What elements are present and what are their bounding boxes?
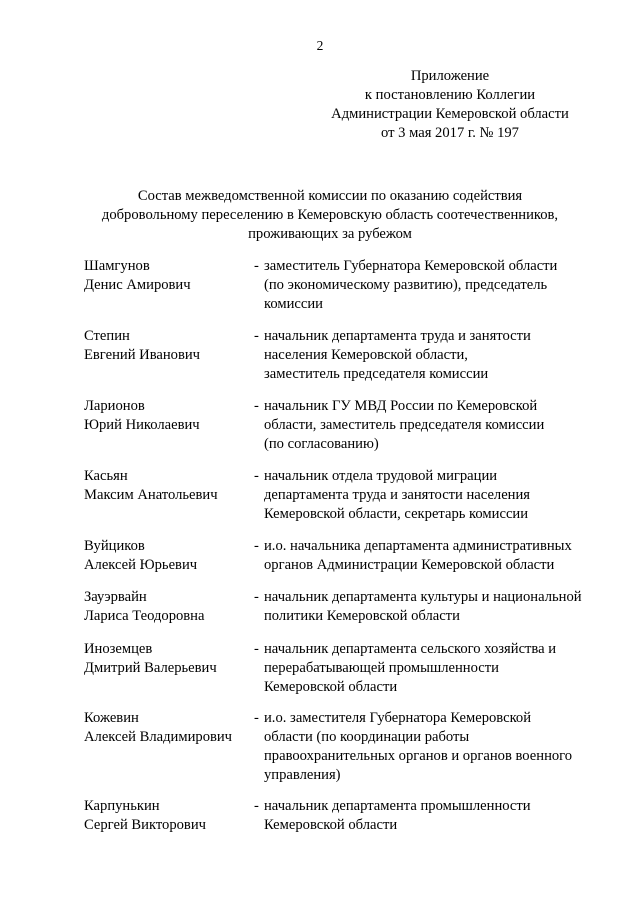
role-text: начальник отдела трудовой миграции (264, 468, 498, 484)
member-given-name: Максим Анатольевич (84, 487, 218, 503)
dash: - (254, 468, 259, 484)
appendix-line: к постановлению Коллегии (364, 87, 536, 103)
role-line: Кемеровской области, секретарь комиссии (264, 506, 529, 522)
member-surname: Ларионов (84, 398, 145, 414)
member-given-name: Лариса Теодоровна (84, 608, 205, 624)
role-line: Кемеровской области (264, 817, 398, 833)
role-text: начальник департамента труда и занятости (264, 328, 531, 344)
member-surname: Кожевин (84, 710, 139, 726)
dash: - (254, 589, 259, 605)
role-text: начальник ГУ МВД России по Кемеровской (264, 398, 538, 414)
member-surname: Касьян (84, 468, 128, 484)
member-given-name: Алексей Владимирович (84, 729, 233, 745)
role-line: комиссии (264, 296, 323, 312)
member-name (84, 467, 254, 505)
role-text: заместитель Губернатора Кемеровской области (264, 258, 558, 274)
appendix-header (300, 67, 600, 143)
member-surname: Иноземцев (84, 641, 153, 657)
role-line: (по согласованию) (264, 436, 379, 452)
member-surname: Степин (84, 328, 130, 344)
member-surname: Вуйциков (84, 538, 145, 554)
role-line: области (по координации работы (264, 729, 470, 745)
appendix-line: от 3 мая 2017 г. № 197 (381, 125, 519, 141)
dash: - (254, 398, 259, 414)
dash: - (254, 328, 259, 344)
role-line (254, 537, 604, 556)
member-role (254, 709, 604, 785)
member-name (84, 257, 254, 295)
role-text: начальник департамента сельского хозяйства и (264, 641, 557, 657)
role-line: управления) (264, 767, 341, 783)
role-line: органов Администрации Кемеровской области (264, 557, 555, 573)
member-given-name: Денис Амирович (84, 277, 191, 293)
member-role (254, 588, 604, 626)
role-line (254, 257, 604, 276)
member-surname: Карпунькин (84, 798, 160, 814)
member-given-name: Сергей Викторович (84, 817, 206, 833)
role-line (254, 797, 604, 816)
role-text: и.о. начальника департамента административных (264, 538, 572, 554)
role-line: населения Кемеровской области, (264, 347, 468, 363)
member-given-name: Евгений Иванович (84, 347, 201, 363)
role-text: начальник департамента культуры и национальной (264, 589, 582, 605)
member-role (254, 397, 604, 454)
member-name (84, 797, 254, 835)
member-name (84, 588, 254, 626)
role-line: политики Кемеровской области (264, 608, 460, 624)
member-role (254, 467, 604, 524)
member-surname: Шамгунов (84, 258, 150, 274)
dash: - (254, 798, 259, 814)
role-line (254, 709, 604, 728)
member-name (84, 640, 254, 678)
title-line: проживающих за рубежом (248, 226, 412, 242)
dash: - (254, 258, 259, 274)
appendix-line: Приложение (410, 68, 490, 84)
member-name (84, 327, 254, 365)
role-line (254, 588, 604, 607)
role-line: перерабатывающей промышленности (264, 660, 499, 676)
role-text: и.о. заместителя Губернатора Кемеровской (264, 710, 532, 726)
member-role (254, 327, 604, 384)
dash: - (254, 641, 259, 657)
role-line: департамента труда и занятости населения (264, 487, 531, 503)
dash: - (254, 710, 259, 726)
member-given-name: Дмитрий Валерьевич (84, 660, 217, 676)
member-given-name: Юрий Николаевич (84, 417, 200, 433)
member-name (84, 397, 254, 435)
member-role (254, 640, 604, 697)
role-line: (по экономическому развитию), председатель (264, 277, 548, 293)
role-line (254, 467, 604, 486)
member-surname: Зауэрвайн (84, 589, 147, 605)
role-line: правоохранительных органов и органов военного (264, 748, 573, 764)
member-role (254, 257, 604, 314)
role-line: заместитель председателя комиссии (264, 366, 489, 382)
role-text: начальник департамента промышленности (264, 798, 531, 814)
dash: - (254, 538, 259, 554)
document-title (60, 187, 600, 244)
appendix-line: Администрации Кемеровской области (331, 106, 569, 122)
role-line: Кемеровской области (264, 679, 398, 695)
member-given-name: Алексей Юрьевич (84, 557, 198, 573)
member-name (84, 709, 254, 747)
role-line (254, 327, 604, 346)
role-line (254, 640, 604, 659)
role-line (254, 397, 604, 416)
role-line: области, заместитель председателя комиссии (264, 417, 545, 433)
title-line: добровольному переселению в Кемеровскую область соотечественников, (101, 207, 559, 223)
member-name (84, 537, 254, 575)
page-number: 2 (316, 38, 324, 53)
member-role (254, 537, 604, 575)
member-role (254, 797, 604, 835)
title-line: Состав межведомственной комиссии по оказанию содействия (137, 188, 523, 204)
